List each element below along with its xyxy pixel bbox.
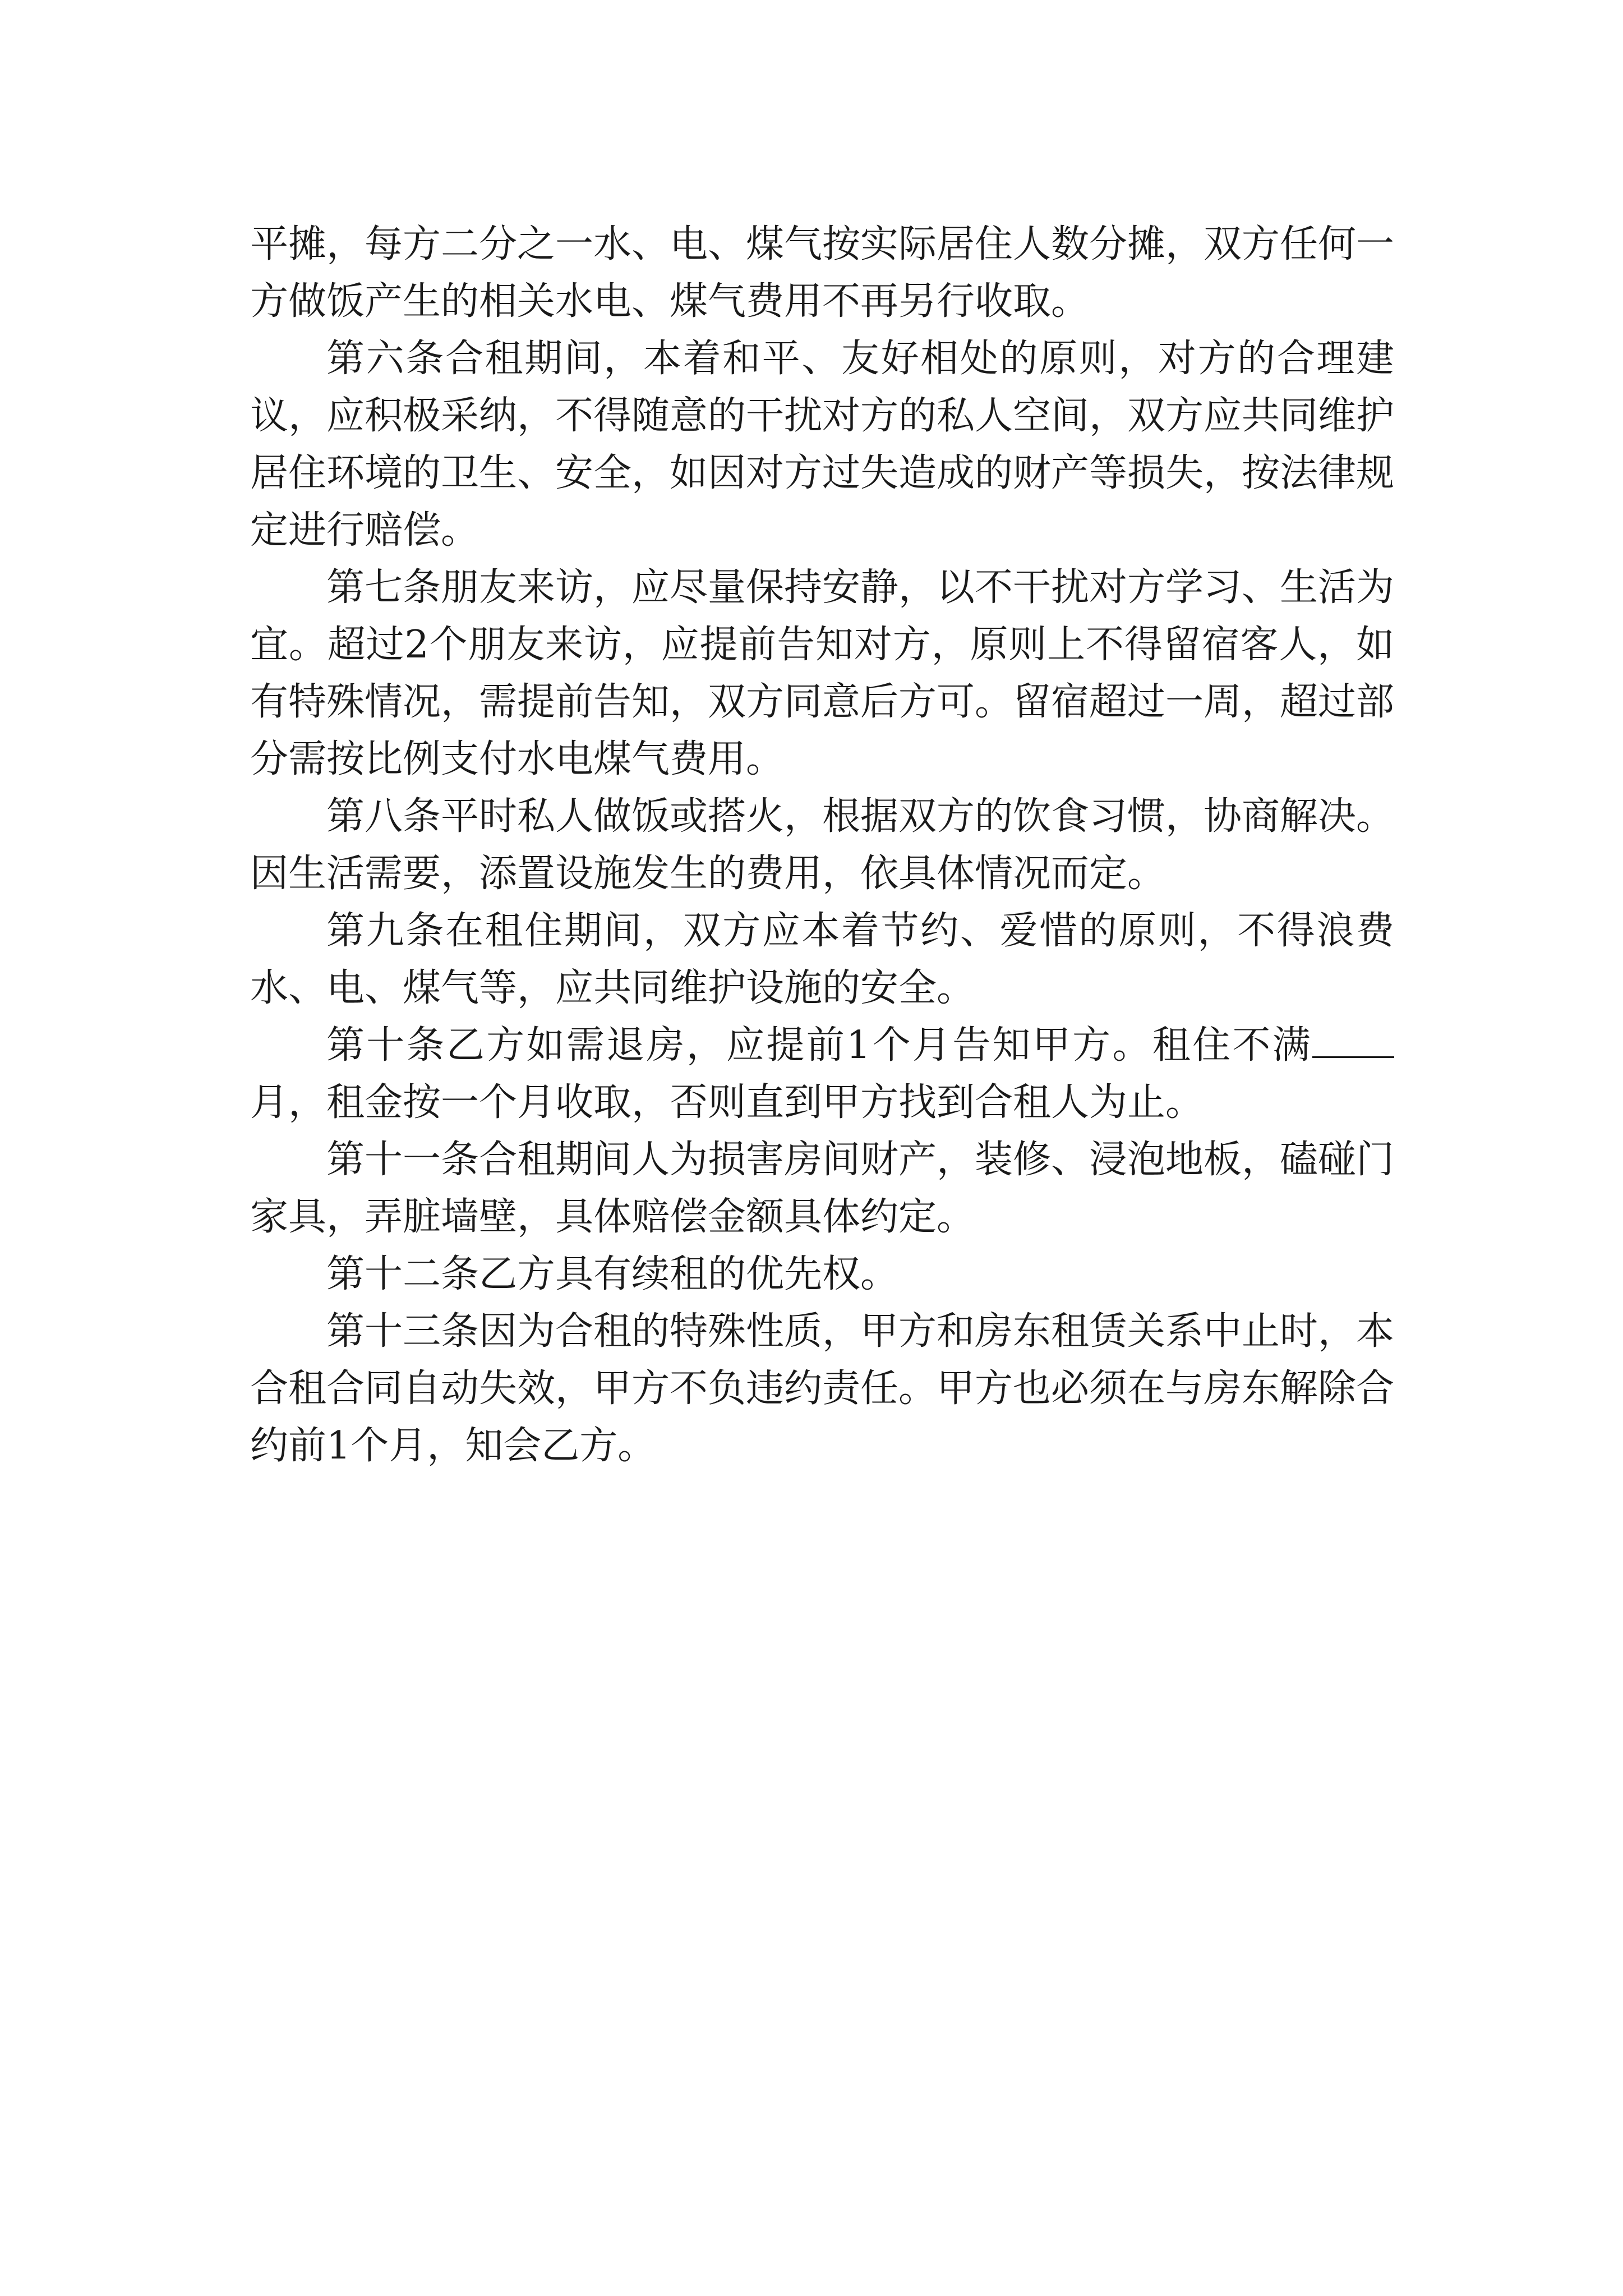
fill-in-blank-months	[1312, 1022, 1394, 1058]
article-10-text-after: 月，租金按一个月收取，否则直到甲方找到合租人为止。	[250, 1080, 1204, 1125]
article-10-text-before: 第十条乙方如需退房，应提前1个月告知甲方。租住不满	[326, 1023, 1312, 1068]
document-body	[250, 216, 1394, 1475]
paragraph-article-10	[250, 1017, 1394, 1131]
paragraph-continuation-utilities: 平摊，每方二分之一水、电、煤气按实际居住人数分摊，双方任何一方做饭产生的相关水电、煤气费用不再另行收取。	[250, 222, 1395, 324]
paragraph-article-11: 第十一条合租期间人为损害房间财产，装修、浸泡地板，磕碰门家具，弄脏墙壁，具体赔偿金额具体约定。	[250, 1138, 1395, 1239]
paragraph-article-9: 第九条在租住期间，双方应本着节约、爱惜的原则，不得浪费水、电、煤气等，应共同维护设施的安全。	[250, 909, 1394, 1010]
paragraph-article-8: 第八条平时私人做饭或搭火，根据双方的饮食习惯，协商解决。因生活需要，添置设施发生的费用，依具体情况而定。	[250, 794, 1395, 896]
paragraph-article-12: 第十二条乙方具有续租的优先权。	[326, 1252, 899, 1296]
paragraph-article-7: 第七条朋友来访，应尽量保持安静，以不干扰对方学习、生活为宜。超过2个朋友来访，应提前告知对方，原则上不得留宿客人，如有特殊情况，需提前告知，双方同意后方可。留宿超过一周，超过部分需按比例支付水电煤气费用。	[250, 565, 1395, 781]
paragraph-article-13: 第十三条因为合租的特殊性质，甲方和房东租赁关系中止时，本合租合同自动失效，甲方不负违约责任。甲方也必须在与房东解除合约前1个月，知会乙方。	[250, 1309, 1395, 1468]
paragraph-article-6: 第六条合租期间，本着和平、友好相处的原则，对方的合理建议，应积极采纳，不得随意的干扰对方的私人空间，双方应共同维护居住环境的卫生、安全，如因对方过失造成的财产等损失，按法律规定进行赔偿。	[250, 337, 1395, 553]
